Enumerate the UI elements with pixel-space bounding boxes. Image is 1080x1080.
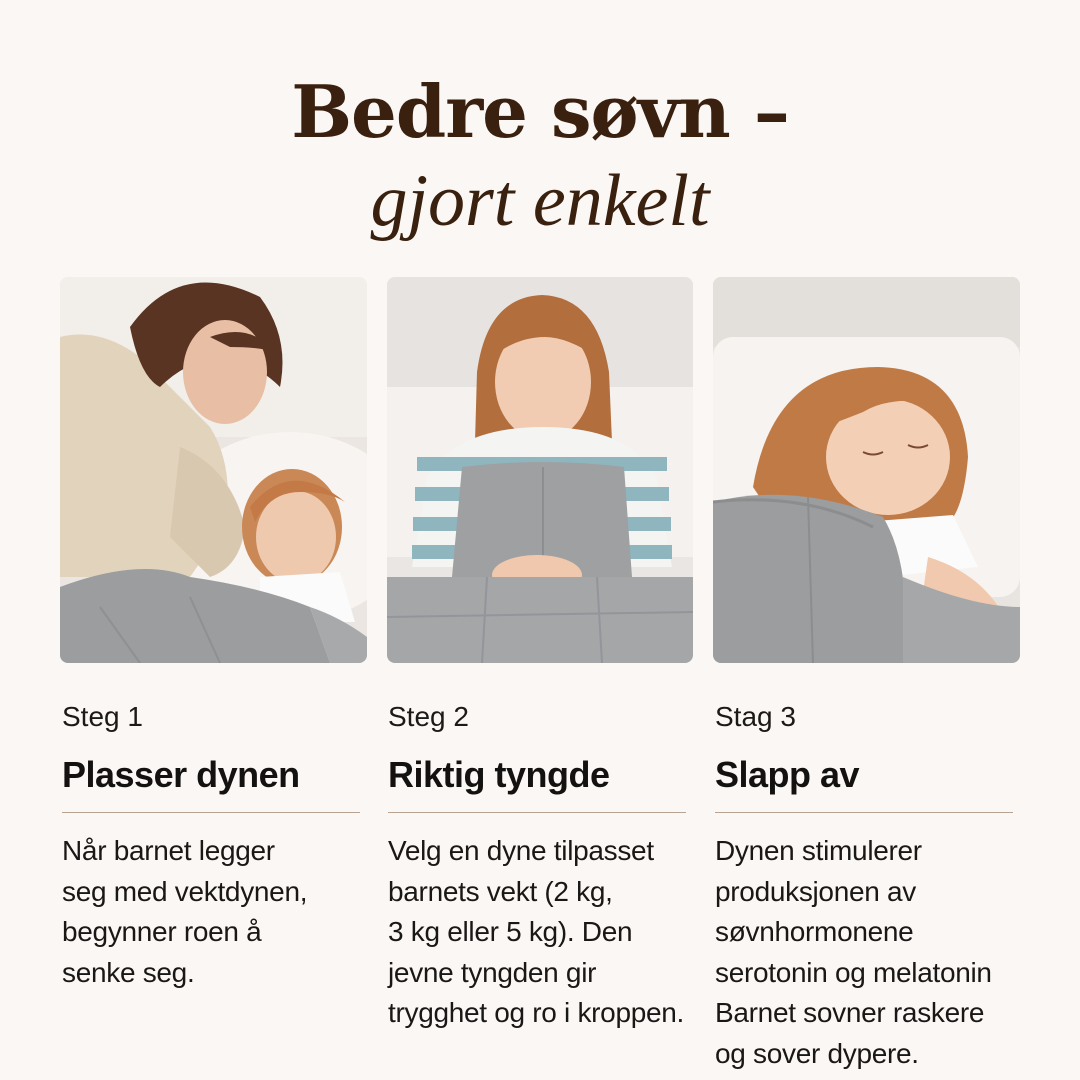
step-1-divider (62, 812, 360, 813)
step-1 (62, 700, 382, 993)
step-1-label: Steg 1 (62, 701, 143, 732)
step-2 (388, 700, 708, 1034)
step-1-title: Plasser dynen (62, 754, 300, 795)
step-3-title: Slapp av (715, 754, 860, 795)
step-1-body: Når barnet legger seg med vektdynen, begynner roen å senke seg. (62, 835, 308, 988)
step-3-label: Stag 3 (715, 701, 796, 732)
step-2-title: Riktig tyngde (388, 754, 610, 795)
headline-line-1: Bedre søvn – (291, 69, 789, 154)
step-3-photo (713, 277, 1020, 663)
step-3-divider (715, 812, 1013, 813)
step-2-photo (387, 277, 693, 663)
step-1-photo (60, 277, 367, 663)
step-2-body: Velg en dyne tilpasset barnets vekt (2 kg, 3 kg eller 5 kg). Den jevne tyngden gir trygghet og ro i kroppen. (388, 835, 685, 1028)
step-3 (715, 700, 1035, 1074)
step-3-body: Dynen stimulerer produksjonen av søvnhormonene serotonin og melatonin Barnet sovner raskere og sover dypere. (715, 835, 992, 1069)
step-2-divider (388, 812, 686, 813)
headline (0, 68, 1080, 246)
headline-line-2: gjort enkelt (370, 160, 710, 242)
step-2-label: Steg 2 (388, 701, 469, 732)
